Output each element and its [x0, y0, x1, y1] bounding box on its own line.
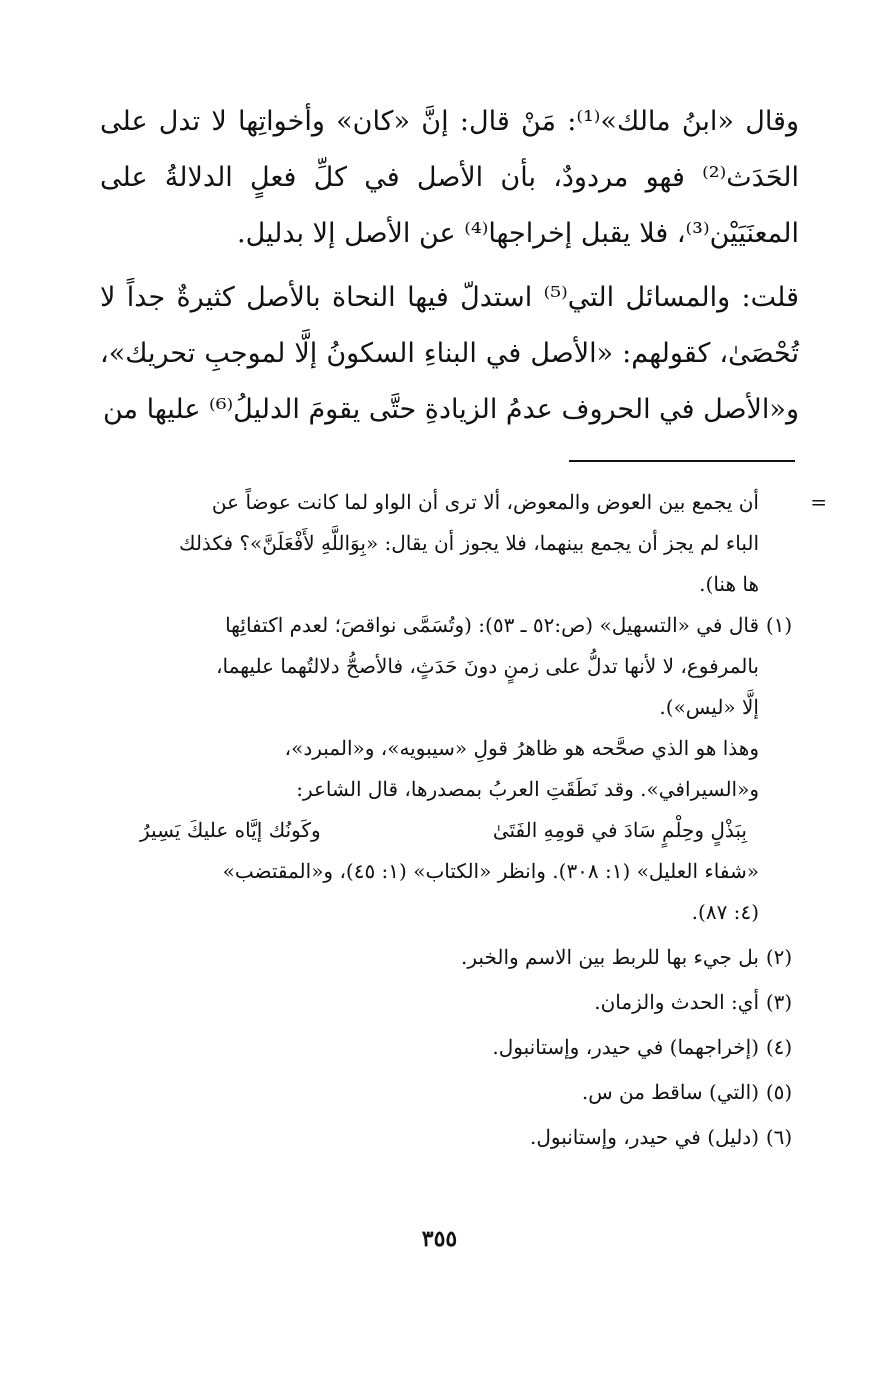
footnote-line: ها هنا). — [699, 572, 759, 596]
footnote-number: (٦) — [765, 1125, 793, 1149]
footnote-line: الباء لم يجز أن يجمع بينهما، فلا يجوز أن يقال: «بِوَاللَّهِ لأَفْعَلَنَّ»؟ فكذلك — [178, 531, 759, 555]
footnote-number: (٢) — [765, 945, 793, 969]
verse-hemistich-second: وكَونُك إيَّاه عليكَ يَسِيرُ — [140, 818, 321, 842]
footnote-body: بل جيء بها للربط بين الاسم والخبر. — [461, 945, 759, 969]
footnote-number: (٣) — [765, 990, 793, 1014]
footnote-body: (إخراجهما) في حيدر، وإستانبول. — [492, 1035, 759, 1059]
footnote-body: أي: الحدث والزمان. — [594, 990, 759, 1014]
footnote-number: (٥) — [765, 1080, 793, 1104]
footnote-separator — [569, 460, 795, 462]
footnote-line: وهذا هو الذي صحَّحه هو ظاهرُ قولِ «سيبويه»، و«المبرد»، — [284, 736, 759, 760]
footnotes — [100, 482, 799, 1158]
footnote-5 — [100, 1072, 799, 1113]
footnote-body — [100, 482, 759, 605]
footnote-line: (٤: ٨٧). — [691, 900, 759, 924]
footnote-number: (٤) — [765, 1035, 793, 1059]
continuation-mark: = — [810, 490, 827, 514]
footnote-line: قال في «التسهيل» (ص:٥٢ ـ ٥٣): (وتُسَمَّى نواقصَ؛ لعدم اكتفائِها — [225, 613, 759, 637]
footnote-number: (١) — [765, 613, 793, 637]
footnote-2 — [100, 937, 799, 978]
footnote-line: بالمرفوع، لا لأنها تدلُّ على زمنٍ دونَ حَدَثٍ، فالأصحُّ دلالتُهما عليهما، — [216, 654, 759, 678]
footnote-line: أن يجمع بين العوض والمعوض، ألا ترى أن الواو لما كانت عوضاً عن — [211, 490, 759, 514]
main-text — [100, 94, 799, 438]
main-paragraph: وقال «ابنُ مالك»⁽¹⁾: مَنْ قال: إنَّ «كان» وأخواتِها لا تدل على الحَدَث⁽²⁾ فهو مردودٌ، بأن الأصل في كلِّ فعلٍ الدلالةُ على المعنَيَيْن⁽³⁾، فلا يقبل إخراجها⁽⁴⁾ عن الأصل إلا بدليل. — [100, 106, 799, 249]
footnote-line: «شفاء العليل» (١: ٣٠٨). وانظر «الكتاب» (١: ٤٥)، و«المقتضب» — [222, 859, 759, 883]
footnote-line: إلَّا «ليس»). — [659, 695, 759, 719]
poetry-verse — [100, 810, 759, 851]
footnote-body: (دليل) في حيدر، وإستانبول. — [529, 1125, 759, 1149]
main-paragraph: قلت: والمسائل التي⁽⁵⁾ استدلّ فيها النحاة بالأصل كثيرةٌ جداً لا تُحْصَىٰ، كقولهم: «الأصل في البناءِ السكونُ إلَّا لموجبِ تحريك»، و«الأصل في الحروف عدمُ الزيادةِ حتَّى يقومَ الدليلُ⁽⁶⁾ عليها من — [100, 282, 799, 425]
footnote-1 — [100, 605, 799, 933]
footnote-line: و«السيرافي». وقد نَطَقَتِ العربُ بمصدرها، قال الشاعر: — [296, 777, 759, 801]
footnote-6 — [100, 1117, 799, 1158]
footnote-continuation — [100, 482, 799, 605]
verse-hemistich-first: بِبَذْلٍ وحِلْمٍ سَادَ في قومِهِ الفَتَىٰ — [492, 818, 747, 842]
footnote-body — [100, 605, 759, 933]
page-number: ٣٥٥ — [421, 1226, 458, 1252]
footnote-body: (التي) ساقط من س. — [581, 1080, 759, 1104]
footnote-3 — [100, 982, 799, 1023]
footnote-4 — [100, 1027, 799, 1068]
